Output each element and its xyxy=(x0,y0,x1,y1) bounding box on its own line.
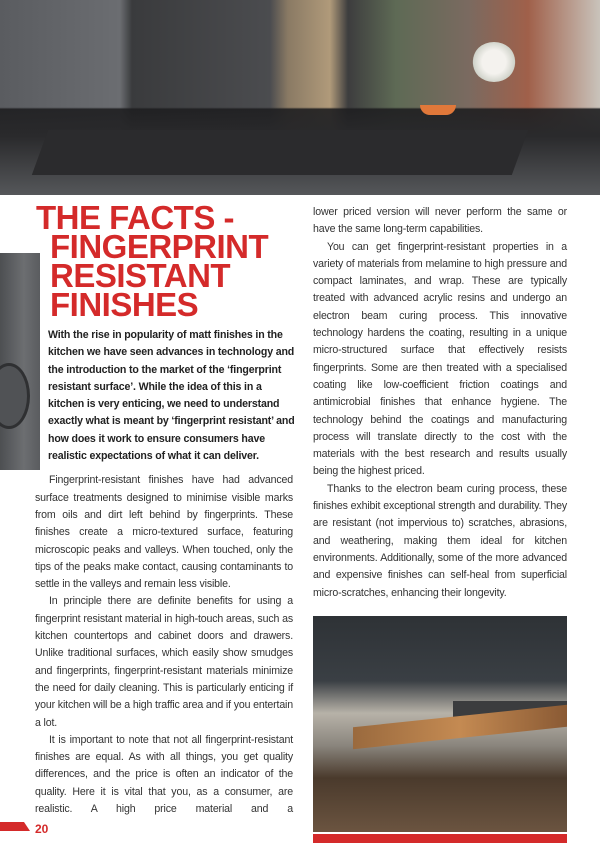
flower-vase xyxy=(472,42,516,82)
paragraph: You can get fingerprint-resistant properties in a variety of materials from melamine to high pressure and compact laminates, and wrap. These are typically treated with advanced acrylic resins and undergo an electron beam curing process. This innovative technology hardens the coating, resulting in a unique micro-structured surface that effectively resists fingerprints. Some are then treated with a specialised coating like low-coefficient friction coatings and antimicrobial finishes that enhance hygiene. The technology behind the coatings and manufacturing process will translate directly to the cost with the materials with the best research and results usually being the highest priced. xyxy=(313,240,567,478)
left-flow xyxy=(35,327,295,836)
headline-line-1: THE FACTS - xyxy=(36,199,234,236)
headline-line-2: FINGERPRINT xyxy=(50,228,269,265)
footer-accent-bar-right xyxy=(313,834,567,843)
kitchen-hero-photo xyxy=(0,0,600,195)
paragraph: In principle there are definite benefits for using a fingerprint resistant material in high-touch areas, such as kitchen countertops and cabinet doors and drawers. Unlike traditional surfaces, which easily show smudges and fingerprints, fingerprint-resistant materials minimize the need for daily cleaning. This is particularly enticing if your kitchen will be a high traffic area and if you entertain a lot. xyxy=(35,595,294,729)
left-column xyxy=(35,472,293,818)
right-column xyxy=(313,204,567,602)
footer-accent-bar xyxy=(0,822,30,831)
right-flow xyxy=(313,204,567,843)
page-number: 20 xyxy=(35,822,49,837)
paragraph: It is important to note that not all fingerprint-resistant finishes are equal. As with all things, you get quality differences, and the price is often an indicator of the quality. Here it is vital that you, as a consumer, are realistic. A high price material and a xyxy=(35,733,293,816)
article-intro: With the rise in popularity of matt finishes in the kitchen we have seen advances in technology and the introduction to the market of the ‘fingerprint resistant surface’. While the idea of this in a kitchen is very enticing, we need to understand exactly what is meant by ‘fingerprint resistant’ and how does it work to ensure consumers have realistic expectations of what it can deliver. xyxy=(48,329,295,463)
paragraph: Fingerprint-resistant finishes have had advanced surface treatments designed to minimise visible marks from oils and dirt left behind by fingerprints. These finishes create a micro-textured surface, featuring microscopic peaks and valleys. When touched, only the tips of the peaks make contact, causing contaminants to settle in the valleys and remain less visible. xyxy=(35,474,293,591)
dining-kitchen-photo xyxy=(313,616,567,832)
paragraph: lower priced version will never perform the same or have the same long-term capabilities. xyxy=(313,206,567,236)
kitchen-island xyxy=(32,130,528,175)
headline-line-4: FINISHES xyxy=(50,286,199,323)
paragraph: Thanks to the electron beam curing process, these finishes exhibit exceptional strength and durability. They are resistant (not impervious to) scratches, abrasions, and weathering, making them ideal for kitchen environments. Additionally, some of the more advanced and expensive finishes can self-heal from superficial micro-scratches, enhancing their longevity. xyxy=(313,482,567,599)
cabinet-knob-photo xyxy=(0,253,40,470)
fruit-bowl xyxy=(420,105,456,115)
cabinet-knob xyxy=(0,363,30,429)
headline-line-3: RESISTANT xyxy=(50,257,231,294)
article-headline xyxy=(36,199,269,323)
